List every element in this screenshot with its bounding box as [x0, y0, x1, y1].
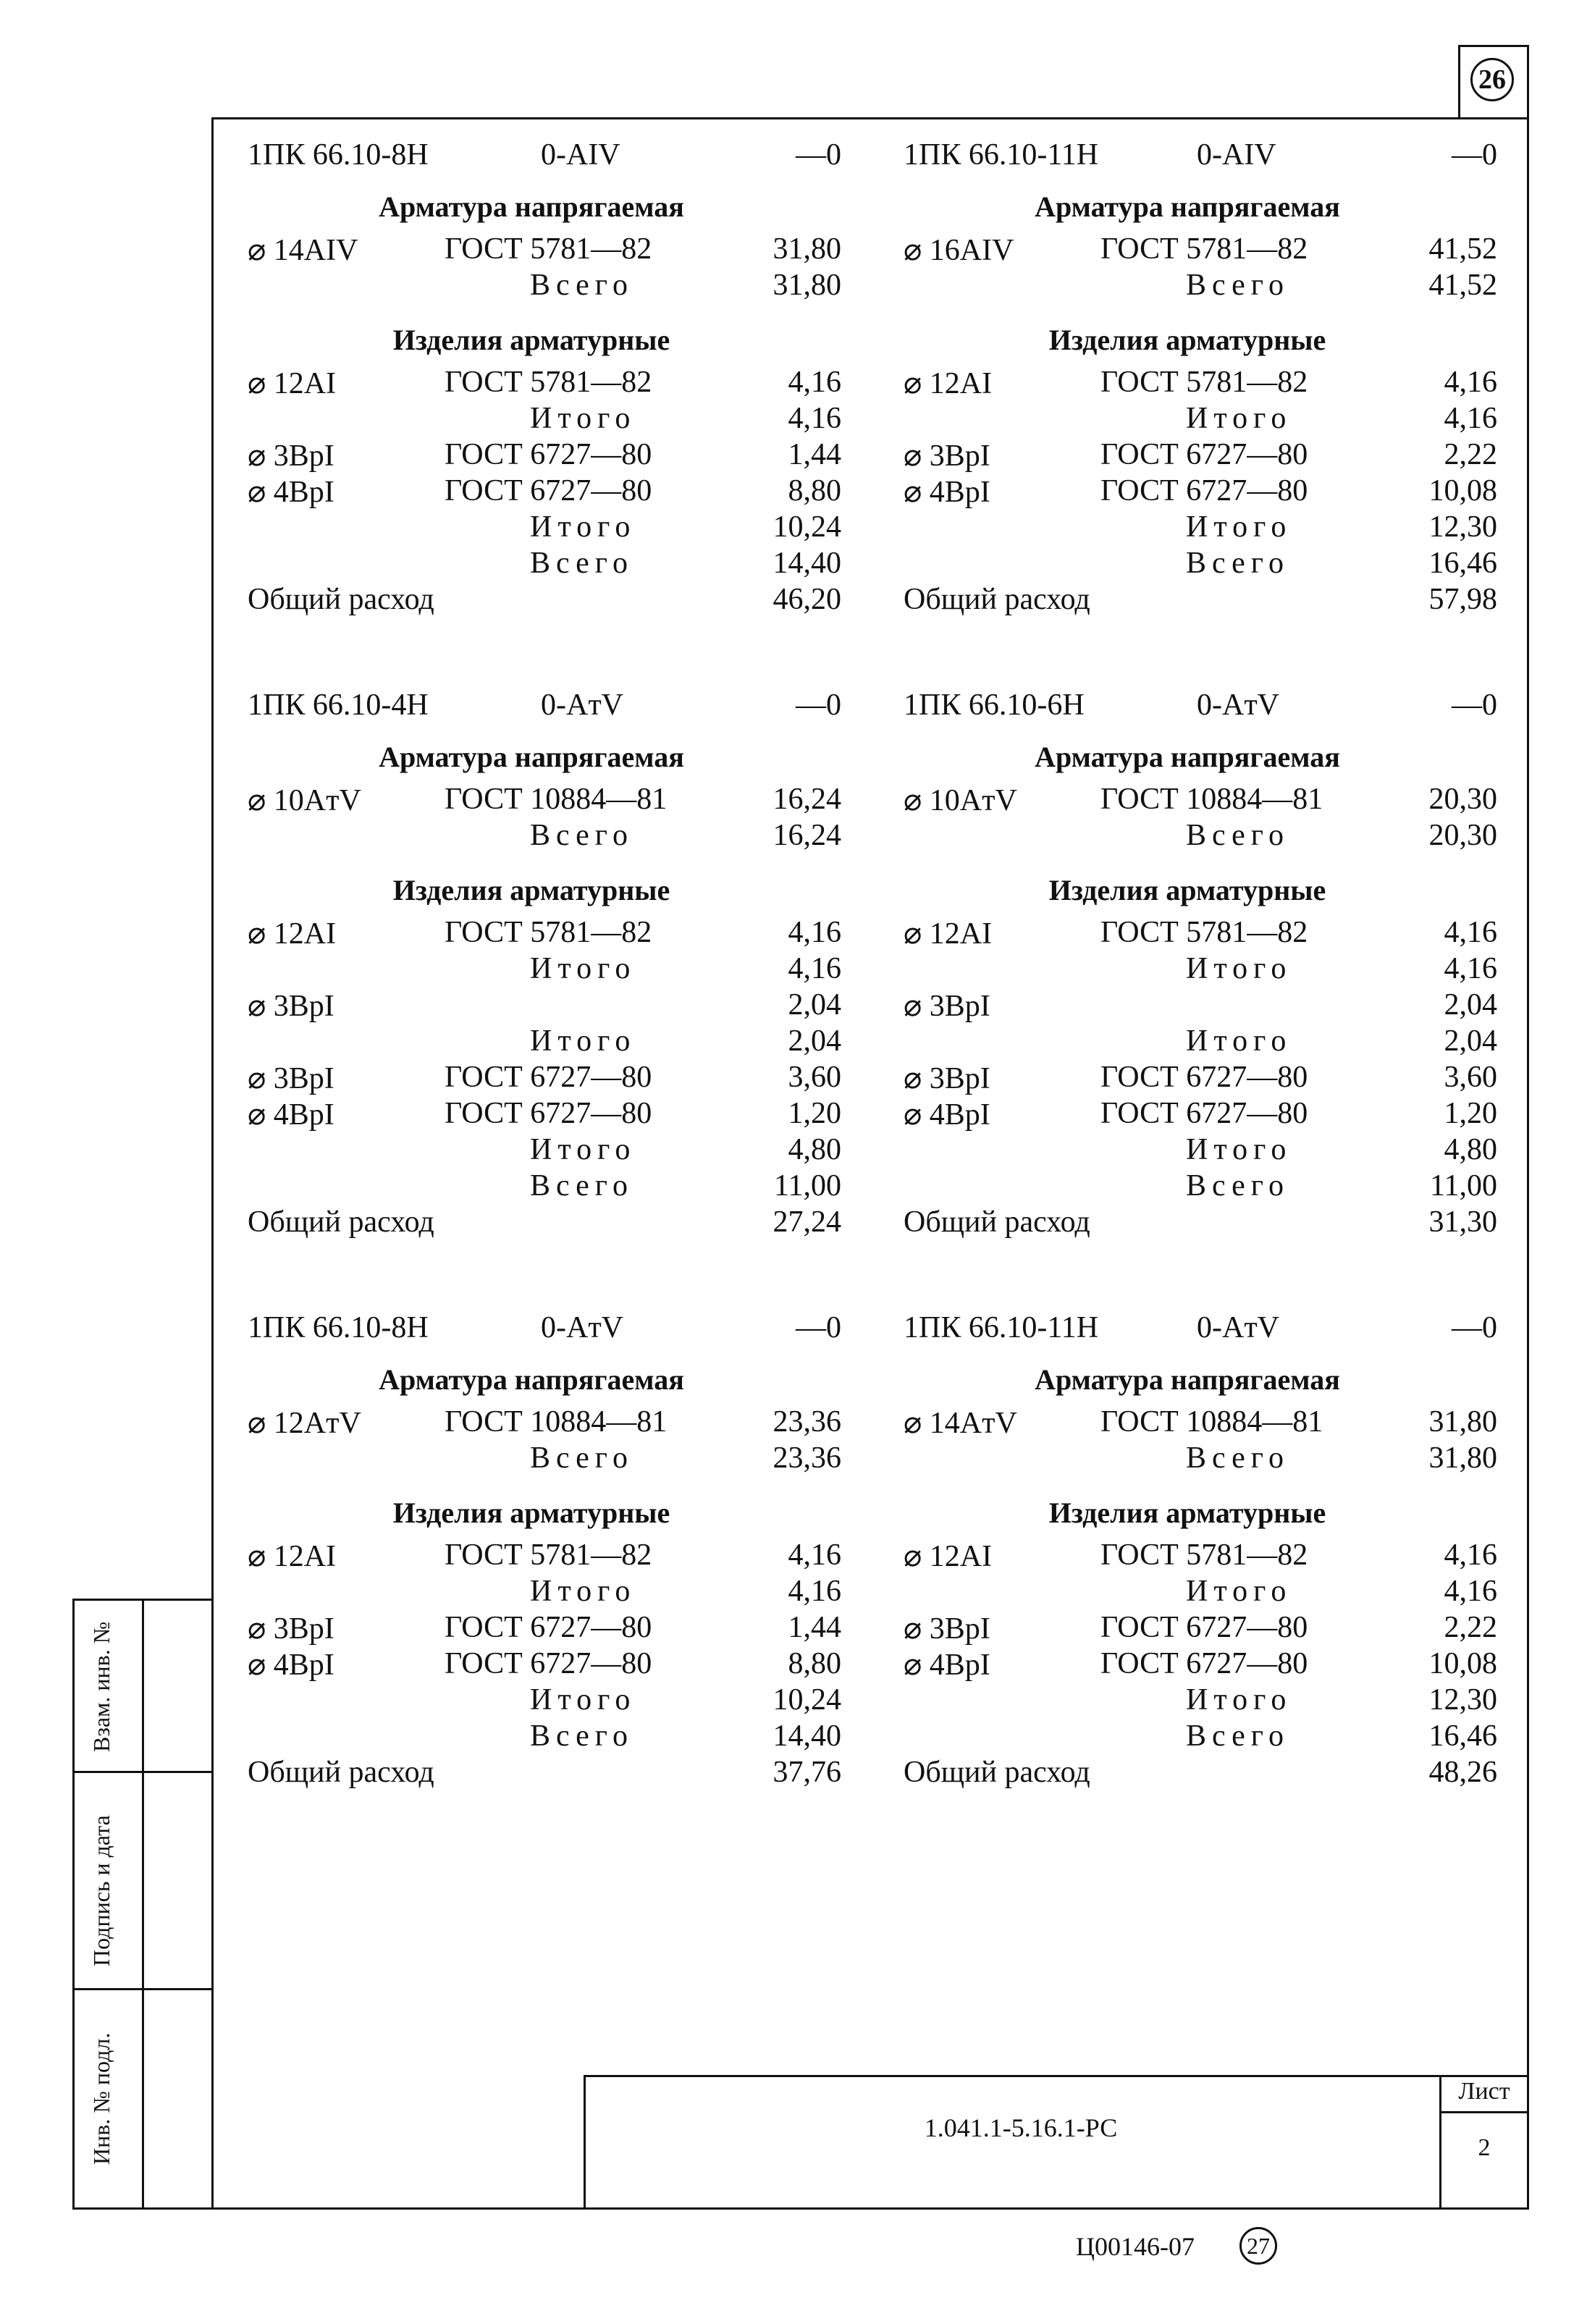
sheet-label: Лист: [1458, 2078, 1510, 2105]
overall-row: [248, 582, 841, 618]
mass-value: 31,80: [1428, 1405, 1497, 1439]
mass-value: 8,80: [788, 474, 841, 508]
subtotal-row: [904, 1719, 1497, 1755]
rebar-row: [248, 1060, 841, 1096]
subtotal-row: [904, 546, 1497, 582]
total-value: 12,30: [1428, 1683, 1497, 1717]
stamp-inv-original: Инв. № подл.: [88, 2032, 114, 2165]
total-label: Всего: [1186, 1441, 1289, 1475]
gost-standard: ГОСТ 6727—80: [445, 1097, 652, 1130]
gost-standard: ГОСТ 6727—80: [1100, 474, 1308, 508]
total-value: 14,40: [773, 1719, 841, 1753]
overall-value: 27,24: [773, 1205, 841, 1239]
rebar-diameter: ⌀ 12AтV: [248, 1407, 361, 1440]
block-header: [248, 688, 841, 724]
total-value: 16,46: [1428, 547, 1497, 580]
rebar-row: [904, 1405, 1497, 1441]
rebar-row: [248, 1096, 841, 1132]
overall-label: Общий расход: [904, 1205, 1090, 1239]
product-mark: 1ПК 66.10-11Н: [904, 138, 1099, 172]
rebar-diameter: ⌀ 12AI: [248, 367, 337, 400]
total-label: Итого: [1186, 1133, 1292, 1166]
total-value: 4,16: [1444, 402, 1497, 435]
gost-standard: ГОСТ 5781—82: [1100, 916, 1308, 949]
steel-class: 0-AтV: [541, 689, 624, 722]
rebar-row: [248, 473, 841, 510]
section-title-prestressed: Арматура напрягаемая: [379, 741, 684, 773]
rebar-diameter: ⌀ 3BpI: [248, 990, 334, 1023]
overall-label: Общий расход: [248, 583, 434, 616]
mass-value: 2,22: [1444, 438, 1497, 471]
overall-row: [904, 1755, 1497, 1791]
overall-row: [248, 1205, 841, 1241]
product-mark: 1ПК 66.10-4Н: [248, 689, 429, 722]
mass-value: 2,04: [788, 988, 841, 1022]
mass-value: 41,52: [1428, 232, 1497, 266]
gost-standard: ГОСТ 5781—82: [445, 232, 652, 266]
section-title-products: Изделия арматурные: [1048, 324, 1326, 356]
rebar-diameter: ⌀ 12AI: [904, 1540, 993, 1573]
mass-value: 3,60: [1444, 1061, 1497, 1094]
total-label: Итого: [1186, 510, 1292, 544]
gost-standard: ГОСТ 10884—81: [445, 1405, 668, 1439]
rebar-diameter: ⌀ 3BpI: [904, 1062, 990, 1095]
mass-value: 8,80: [788, 1647, 841, 1680]
subtotal-row: [248, 1024, 841, 1060]
section-title-prestressed: Арматура напрягаемая: [1035, 741, 1340, 773]
total-value: 11,00: [1430, 1169, 1497, 1203]
overall-label: Общий расход: [248, 1756, 434, 1789]
document-code: 1.041.1-5.16.1-РС: [924, 2113, 1118, 2142]
total-value: 12,30: [1428, 510, 1497, 544]
total-label: Итого: [530, 1683, 636, 1717]
rebar-row: [904, 1610, 1497, 1646]
overall-value: 37,76: [773, 1756, 841, 1789]
overall-value: 57,98: [1428, 583, 1497, 616]
total-label: Всего: [530, 1441, 633, 1475]
mass-value: 1,20: [788, 1097, 841, 1130]
subtotal-row: [904, 510, 1497, 546]
gost-standard: ГОСТ 5781—82: [445, 366, 652, 399]
total-label: Всего: [1186, 1719, 1289, 1753]
total-label: Итого: [530, 952, 636, 985]
stamp-signature-date: Подпись и дата: [88, 1815, 114, 1966]
subtotal-row: [904, 1169, 1497, 1205]
overall-label: Общий расход: [248, 1205, 434, 1239]
gost-standard: ГОСТ 10884—81: [1100, 783, 1323, 816]
total-label: Всего: [530, 819, 633, 852]
overall-value: 48,26: [1428, 1756, 1497, 1789]
mass-value: 2,04: [1444, 988, 1497, 1022]
side-stamp-row-divider: [72, 1771, 213, 1773]
section-title-prestressed: Арматура напрягаемая: [1035, 1363, 1340, 1396]
deviation: —0: [1452, 1311, 1497, 1344]
gost-standard: ГОСТ 10884—81: [1100, 1405, 1323, 1439]
mass-value: 2,22: [1444, 1611, 1497, 1644]
total-value: 4,80: [788, 1133, 841, 1166]
total-value: 14,40: [773, 547, 841, 580]
total-label: Итого: [530, 1133, 636, 1166]
rebar-diameter: ⌀ 3BpI: [248, 439, 334, 473]
total-label: Всего: [1186, 547, 1289, 580]
rebar-row: [904, 1646, 1497, 1683]
subtotal-row: [248, 1169, 841, 1205]
rebar-diameter: ⌀ 10AтV: [248, 784, 361, 817]
subtotal-row: [904, 1441, 1497, 1477]
total-label: Всего: [530, 269, 633, 302]
mass-value: 10,08: [1428, 1647, 1497, 1680]
gost-standard: ГОСТ 5781—82: [1100, 1538, 1308, 1572]
rebar-diameter: ⌀ 12AI: [904, 367, 993, 400]
rebar-diameter: ⌀ 14AIV: [248, 234, 358, 267]
steel-class: 0-AтV: [1197, 689, 1280, 722]
total-label: Всего: [530, 1169, 633, 1203]
section-title-products: Изделия арматурные: [392, 1496, 670, 1529]
section-title-products: Изделия арматурные: [1048, 1496, 1326, 1529]
block-header: [248, 138, 841, 174]
steel-class: 0-AтV: [1197, 1311, 1280, 1344]
total-value: 4,16: [1444, 952, 1497, 985]
total-label: Итого: [1186, 402, 1292, 435]
rebar-row: [248, 1405, 841, 1441]
mass-value: 16,24: [773, 783, 841, 816]
sheet-number: 2: [1478, 2134, 1491, 2161]
total-value: 10,24: [773, 510, 841, 544]
product-mark: 1ПК 66.10-11Н: [904, 1311, 1099, 1344]
total-label: Всего: [530, 547, 633, 580]
gost-standard: ГОСТ 6727—80: [1100, 1611, 1308, 1644]
block-header: [904, 688, 1497, 724]
rebar-row: [248, 365, 841, 401]
gost-standard: ГОСТ 6727—80: [1100, 1097, 1308, 1130]
subtotal-row: [904, 401, 1497, 437]
total-value: 4,16: [788, 402, 841, 435]
deviation: —0: [1452, 138, 1497, 172]
total-value: 4,16: [1444, 1575, 1497, 1608]
rebar-row: [248, 1646, 841, 1683]
total-label: Итого: [1186, 952, 1292, 985]
total-label: Итого: [530, 402, 636, 435]
subtotal-row: [248, 268, 841, 304]
rebar-row: [904, 1096, 1497, 1132]
subtotal-row: [904, 1683, 1497, 1719]
frame-border-right: [1527, 45, 1529, 2210]
total-value: 16,46: [1428, 1719, 1497, 1753]
gost-standard: ГОСТ 6727—80: [1100, 1647, 1308, 1680]
total-value: 2,04: [788, 1024, 841, 1058]
subtotal-row: [904, 818, 1497, 854]
overall-row: [904, 1205, 1497, 1241]
subtotal-row: [904, 1574, 1497, 1610]
steel-class: 0-AтV: [541, 1311, 624, 1344]
mass-value: 1,20: [1444, 1097, 1497, 1130]
total-value: 20,30: [1428, 819, 1497, 852]
gost-standard: ГОСТ 6727—80: [445, 1647, 652, 1680]
footer-code: Ц00146-07: [1076, 2232, 1195, 2261]
frame-border-top: [213, 117, 1529, 119]
rebar-diameter: ⌀ 4BpI: [248, 1649, 334, 1682]
subtotal-row: [248, 401, 841, 437]
rebar-row: [248, 1538, 841, 1574]
footer-number: 27: [1239, 2227, 1277, 2265]
section-title-products: Изделия арматурные: [392, 324, 670, 356]
total-label: Итого: [530, 1575, 636, 1608]
total-value: 16,24: [773, 819, 841, 852]
section-title-prestressed: Арматура напрягаемая: [1035, 190, 1340, 223]
subtotal-row: [904, 268, 1497, 304]
subtotal-row: [248, 1132, 841, 1169]
subtotal-row: [904, 951, 1497, 988]
total-value: 41,52: [1428, 269, 1497, 302]
total-value: 31,80: [773, 269, 841, 302]
overall-label: Общий расход: [904, 1756, 1090, 1789]
rebar-row: [904, 365, 1497, 401]
rebar-diameter: ⌀ 16AIV: [904, 234, 1014, 267]
total-value: 31,80: [1428, 1441, 1497, 1475]
rebar-row: [248, 915, 841, 951]
gost-standard: ГОСТ 6727—80: [1100, 438, 1308, 471]
subtotal-row: [904, 1024, 1497, 1060]
rebar-row: [248, 782, 841, 818]
rebar-diameter: ⌀ 3BpI: [904, 1612, 990, 1646]
rebar-diameter: ⌀ 3BpI: [248, 1062, 334, 1095]
rebar-row: [248, 1610, 841, 1646]
gost-standard: ГОСТ 5781—82: [1100, 366, 1308, 399]
total-value: 4,80: [1444, 1133, 1497, 1166]
rebar-diameter: ⌀ 3BpI: [248, 1612, 334, 1646]
mass-value: 4,16: [1444, 366, 1497, 399]
mass-value: 3,60: [788, 1061, 841, 1094]
subtotal-row: [248, 510, 841, 546]
block-header: [248, 1310, 841, 1347]
overall-value: 31,30: [1428, 1205, 1497, 1239]
rebar-row: [904, 1538, 1497, 1574]
rebar-row: [248, 988, 841, 1024]
rebar-row: [904, 782, 1497, 818]
block-header: [904, 1310, 1497, 1347]
total-label: Итого: [530, 1024, 636, 1058]
total-label: Всего: [530, 1719, 633, 1753]
rebar-diameter: ⌀ 12AI: [248, 917, 337, 951]
product-mark: 1ПК 66.10-8Н: [248, 138, 429, 172]
deviation: —0: [796, 1311, 841, 1344]
rebar-diameter: ⌀ 4BpI: [904, 1649, 990, 1682]
overall-value: 46,20: [773, 583, 841, 616]
rebar-diameter: ⌀ 12AI: [248, 1540, 337, 1573]
subtotal-row: [248, 951, 841, 988]
rebar-row: [904, 473, 1497, 510]
rebar-diameter: ⌀ 4BpI: [904, 1098, 990, 1132]
side-stamp-divider: [142, 1599, 144, 2208]
stamp-inv-replacement: Взам. инв. №: [88, 1621, 114, 1752]
mass-value: 4,16: [1444, 1538, 1497, 1572]
rebar-row: [904, 988, 1497, 1024]
section-title-prestressed: Арматура напрягаемая: [379, 190, 684, 223]
gost-standard: ГОСТ 6727—80: [1100, 1061, 1308, 1094]
gost-standard: ГОСТ 10884—81: [445, 783, 668, 816]
mass-value: 4,16: [788, 1538, 841, 1572]
deviation: —0: [796, 138, 841, 172]
subtotal-row: [248, 818, 841, 854]
rebar-row: [904, 437, 1497, 473]
steel-class: 0-AIV: [1197, 138, 1276, 172]
rebar-diameter: ⌀ 4BpI: [248, 476, 334, 509]
rebar-row: [248, 437, 841, 473]
section-title-products: Изделия арматурные: [1048, 874, 1326, 906]
gost-standard: ГОСТ 6727—80: [445, 474, 652, 508]
steel-class: 0-AIV: [541, 138, 620, 172]
subtotal-row: [248, 1719, 841, 1755]
total-value: 4,16: [788, 952, 841, 985]
total-label: Итого: [1186, 1575, 1292, 1608]
total-label: Всего: [1186, 819, 1289, 852]
gost-standard: ГОСТ 5781—82: [445, 916, 652, 949]
rebar-diameter: ⌀ 4BpI: [248, 1098, 334, 1132]
subtotal-row: [248, 1441, 841, 1477]
deviation: —0: [796, 689, 841, 722]
rebar-row: [904, 1060, 1497, 1096]
mass-value: 4,16: [788, 916, 841, 949]
total-value: 11,00: [774, 1169, 841, 1203]
rebar-row: [904, 232, 1497, 268]
total-value: 2,04: [1444, 1024, 1497, 1058]
total-value: 10,24: [773, 1683, 841, 1717]
total-value: 4,16: [788, 1575, 841, 1608]
overall-row: [248, 1755, 841, 1791]
rebar-diameter: ⌀ 14AтV: [904, 1407, 1017, 1440]
side-stamp-row-divider: [72, 1988, 213, 1990]
mass-value: 31,80: [773, 232, 841, 266]
gost-standard: ГОСТ 6727—80: [445, 1611, 652, 1644]
mass-value: 4,16: [788, 366, 841, 399]
rebar-diameter: ⌀ 3BpI: [904, 439, 990, 473]
subtotal-row: [904, 1132, 1497, 1169]
section-title-products: Изделия арматурные: [392, 874, 670, 906]
gost-standard: ГОСТ 6727—80: [445, 438, 652, 471]
title-block-divider: [1439, 2075, 1441, 2208]
mass-value: 20,30: [1428, 783, 1497, 816]
product-mark: 1ПК 66.10-6Н: [904, 689, 1085, 722]
rebar-diameter: ⌀ 10AтV: [904, 784, 1017, 817]
subtotal-row: [248, 1683, 841, 1719]
section-title-prestressed: Арматура напрягаемая: [379, 1363, 684, 1396]
subtotal-row: [248, 546, 841, 582]
rebar-diameter: ⌀ 3BpI: [904, 990, 990, 1023]
overall-row: [904, 582, 1497, 618]
mass-value: 4,16: [1444, 916, 1497, 949]
product-mark: 1ПК 66.10-8Н: [248, 1311, 429, 1344]
total-label: Итого: [1186, 1683, 1292, 1717]
mass-value: 23,36: [773, 1405, 841, 1439]
deviation: —0: [1452, 689, 1497, 722]
total-label: Итого: [1186, 1024, 1292, 1058]
rebar-diameter: ⌀ 4BpI: [904, 476, 990, 509]
page-number: 26: [1470, 58, 1514, 101]
gost-standard: ГОСТ 5781—82: [1100, 232, 1308, 266]
total-label: Всего: [1186, 1169, 1289, 1203]
rebar-diameter: ⌀ 12AI: [904, 917, 993, 951]
block-header: [904, 138, 1497, 174]
rebar-row: [248, 232, 841, 268]
total-label: Итого: [530, 510, 636, 544]
subtotal-row: [248, 1574, 841, 1610]
gost-standard: ГОСТ 6727—80: [445, 1061, 652, 1094]
total-label: Всего: [1186, 269, 1289, 302]
total-value: 23,36: [773, 1441, 841, 1475]
gost-standard: ГОСТ 5781—82: [445, 1538, 652, 1572]
overall-label: Общий расход: [904, 583, 1090, 616]
title-block-divider: [1439, 2111, 1529, 2113]
mass-value: 10,08: [1428, 474, 1497, 508]
rebar-row: [904, 915, 1497, 951]
mass-value: 1,44: [788, 1611, 841, 1644]
mass-value: 1,44: [788, 438, 841, 471]
